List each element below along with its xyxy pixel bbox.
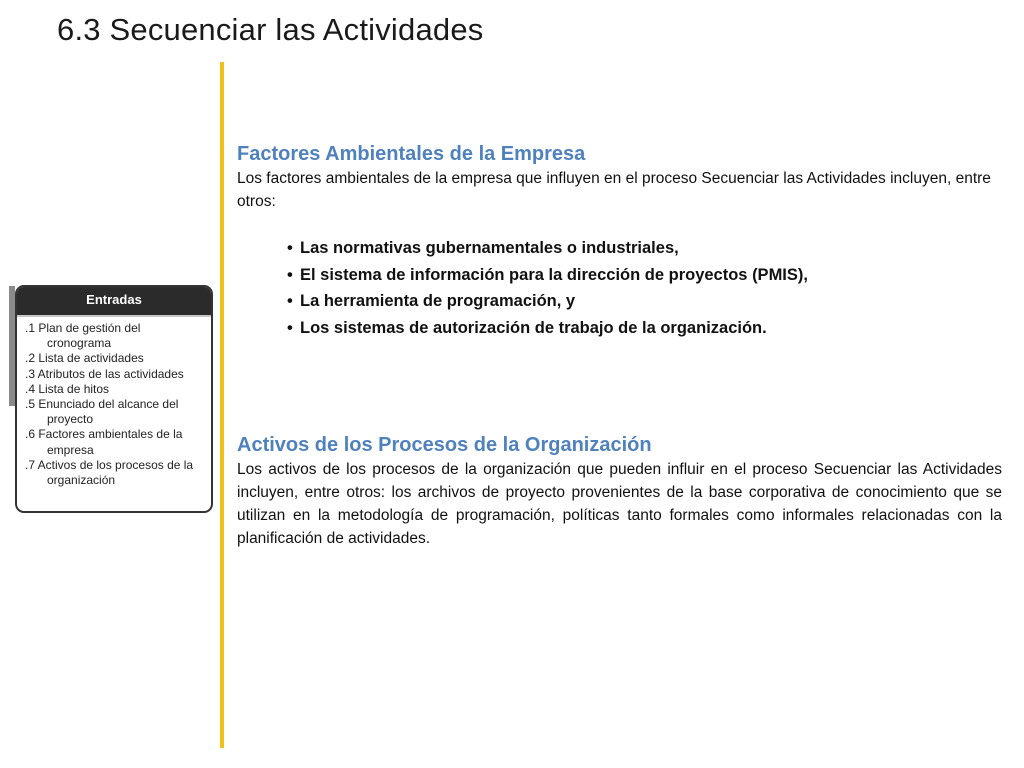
inputs-header: Entradas — [17, 287, 211, 317]
input-item: .4 Lista de hitos — [25, 381, 110, 396]
section-heading: Factores Ambientales de la Empresa — [237, 143, 586, 165]
bullet-item — [287, 288, 1002, 315]
section-text: Los factores ambientales de la empresa que influyen en el proceso Secuenciar las Actividades incluyen, entre otros: — [237, 170, 991, 210]
bullet-marker: • — [287, 265, 293, 284]
bullet-text: Las normativas gubernamentales o industriales, — [300, 239, 679, 257]
section-heading: Activos de los Procesos de la Organización — [237, 434, 652, 456]
inputs-list — [17, 317, 211, 488]
bullet-marker: • — [287, 292, 293, 310]
bullet-item — [287, 315, 1002, 342]
vertical-divider — [220, 62, 224, 748]
section-text: Los activos de los procesos de la organización que pueden influir en el proceso Secuenciar las Actividades incluyen, entre otros: los archivos de proyecto provenientes de la base corporativa de conocimiento que se utilizan en la metodología de programación, políticas tanto formales como informales relacionadas con la planificación de actividades. — [237, 461, 1002, 547]
bullet-text: La herramienta de programación, y — [300, 292, 576, 310]
input-item: .7 Activos de los procesos de la organización — [25, 457, 194, 488]
bullet-marker: • — [287, 239, 293, 257]
section-organizational-assets — [237, 432, 1002, 550]
section-enterprise-factors — [237, 141, 1002, 341]
bullet-list — [237, 235, 1002, 341]
inputs-panel — [15, 285, 213, 513]
bullet-item — [287, 262, 1002, 289]
bullet-item — [287, 235, 1002, 262]
bullet-text: Los sistemas de autorización de trabajo de la organización. — [300, 318, 767, 337]
bullet-marker: • — [287, 318, 293, 337]
input-item: .6 Factores ambientales de la empresa — [25, 427, 183, 457]
bullet-text: El sistema de información para la dirección de proyectos (PMIS), — [300, 265, 808, 284]
input-item: .5 Enunciado del alcance del proyecto — [25, 397, 179, 427]
input-item: .3 Atributos de las actividades — [25, 366, 184, 381]
page-title: 6.3 Secuenciar las Actividades — [57, 12, 484, 47]
input-item: .2 Lista de actividades — [25, 351, 144, 366]
input-item: .1 Plan de gestión del cronograma — [25, 321, 141, 351]
